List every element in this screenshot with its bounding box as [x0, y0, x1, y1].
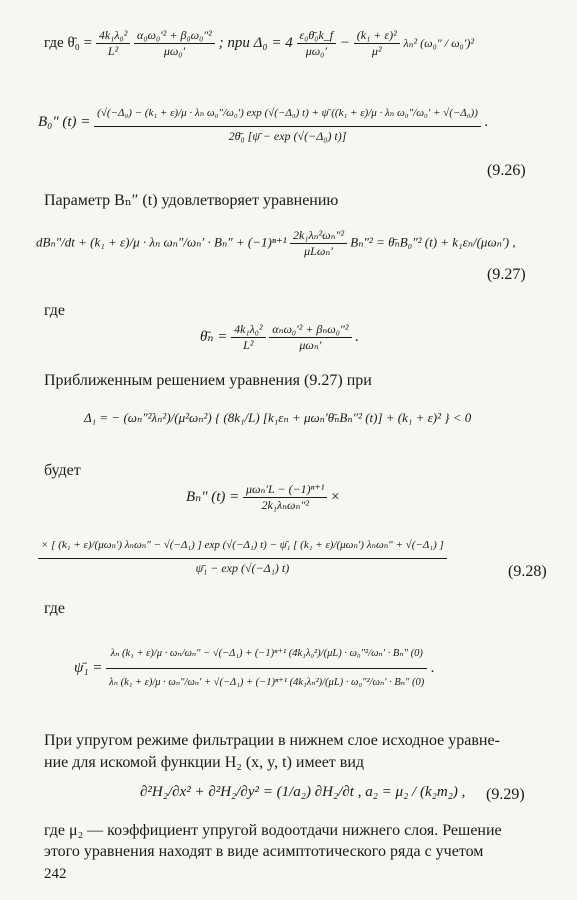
b0-fraction: [94, 100, 481, 145]
theta0-delta0-definition: где θ̄₀ = $\frac{\text{4k₁λ₀²}}{\text{L²}}$ $\frac{\text{α₀ω₀′² + β₀ω₀″²}}{\text{μω₀′}}$ ; при Δ₀ = 4 $\frac{\text{ε₀θ̄₀k\_f}}{\text{μω₀′}}$ − $\frac{\text{(k₁ + ε)²}}{\text{μ²}}$ λₙ² (ω₀″ / ω₀′)²: [44, 28, 474, 58]
eq928-fraction: [38, 532, 447, 577]
equation-9-27: [36, 228, 516, 259]
b0-denominator: 2θ̄₀ [ψ̄ − exp (√(−Δ₀) t)]: [228, 129, 347, 143]
psi1-numerator: λₙ (k₁ + ε)/μ · ωₙ/ωₙ″ − √(−Δ₁) + (−1)ⁿ⁺¹ (4k₁λ₀²)/(μL) · ω₀″²/ωₙ′ · Bₙ″ (0): [106, 640, 427, 669]
theta0-den: L²: [107, 44, 119, 58]
delta0-num: ε₀θ̄₀k_f: [297, 28, 337, 44]
equation-number-9-26: (9.26): [487, 162, 526, 179]
b0-lhs: B₀″ (t) =: [38, 113, 91, 130]
theta0-lhs: где θ̄₀ =: [44, 34, 93, 51]
thetan-num2: αₙω₀′² + βₙω₀″²: [269, 322, 351, 338]
delta0-fraction-1: [297, 28, 337, 59]
paragraph-line-3: где μ₂ — коэффициент упругой водоотдачи нижнего слоя. Решение: [44, 822, 502, 839]
psi1-lhs: ψ̄₁ =: [74, 659, 103, 676]
eq927-frac-den: μLωₙ′: [304, 244, 333, 258]
delta0-den2: μ²: [371, 44, 382, 58]
theta0-num2: α₀ω₀′² + β₀ω₀″²: [134, 28, 215, 44]
bn-numerator: μωₙ′L − (−1)ⁿ⁺¹: [243, 482, 327, 498]
paragraph-line-2: ние для искомой функции H₂ (x, y, t) имеет вид: [44, 754, 365, 771]
theta0-fraction-1: [96, 28, 130, 59]
paragraph-line-1: При упругом режиме фильтрации в нижнем слое исходное уравне-: [44, 732, 500, 749]
eq927-rhs: Bₙ″² = θ̄ₙB₀″² (t) + k₁εₙ/(μωₙ′) ,: [350, 234, 516, 250]
where-label-2: где: [44, 302, 66, 319]
thetan-fraction-1: [231, 322, 265, 353]
thetan-fraction-2: [269, 322, 351, 353]
theta0-den2: μω₀′: [163, 44, 186, 58]
eq927-frac-num: 2k₁λₙ²ωₙ″²: [290, 228, 347, 244]
bn-lhs: Bₙ″ (t) =: [186, 488, 240, 505]
delta0-den: μω₀′: [305, 44, 327, 58]
where-label-3: где: [44, 600, 66, 617]
theta0-fraction-2: [134, 28, 215, 59]
b0-equation: B₀″ (t) = (√(−Δ₀) − (k₁ + ε)/μ · λₙ ω₀″/ω₀′) exp (√(−Δ₀) t) + ψ̄ ((k₁ + ε)/μ · λₙ ω₀″/ω₀′ + √(−Δ₀)) 2θ̄₀ [ψ̄ − exp (√(−Δ₀) t)] .: [38, 100, 488, 145]
bn-times: ×: [331, 488, 340, 505]
thetan-num: 4k₁λ₀²: [231, 322, 265, 338]
equation-9-29: [140, 784, 465, 801]
eq927-lhs: dBₙ″/dt + (k₁ + ε)/μ · λₙ ωₙ″/ωₙ′ · Bₙ″ + (−1)ⁿ⁺¹: [36, 234, 287, 250]
eq927-fraction: [290, 228, 347, 259]
psi1-fraction: [106, 640, 427, 697]
equation-number-9-27: (9.27): [487, 266, 526, 283]
psi1-definition: ψ̄₁ = λₙ (k₁ + ε)/μ · ωₙ/ωₙ″ − √(−Δ₁) + (−1)ⁿ⁺¹ (4k₁λ₀²)/(μL) · ω₀″²/ωₙ′ · Bₙ″ (0) λₙ (k₁ + ε)/μ · ωₙ″/ωₙ′ + √(−Δ₁) + (−1)ⁿ⁺¹ (4k₁λₙ²)/(μL) · ω₀″²/ωₙ′ · Bₙ″ (0) .: [74, 640, 435, 697]
thetan-lhs: θ̄ₙ =: [200, 328, 228, 345]
thetan-den2: μωₙ′: [299, 338, 322, 352]
equation-9-28: [38, 532, 447, 577]
delta1-expression: Δ₁ = − (ωₙ″²λₙ²)/(μ²ωₙ²) { (8k₁/L) [k₁εₙ + μωₙ′θ̄ₙBₙ″² (t)] + (k₁ + ε)² } < 0: [84, 410, 472, 425]
eq929-expression: ∂²H₂/∂x² + ∂²H₂/∂y² = (1/a₂) ∂H₂/∂t , a₂ = μ₂ / (k₂m₂) ,: [140, 784, 466, 800]
bn-denominator: 2k₁λₙωₙ″²: [261, 498, 309, 512]
equation-number-9-29: (9.29): [486, 786, 525, 803]
thetan-den: L²: [243, 338, 254, 352]
thetan-definition: θ̄ₙ = $\frac{\text{4k₁λ₀²}}{\text{L²}}$ $\frac{\text{αₙω₀′² + βₙω₀″²}}{\text{μωₙ′}}$ .: [200, 322, 360, 352]
b0-numerator: (√(−Δ₀) − (k₁ + ε)/μ · λₙ ω₀″/ω₀′) exp (√(−Δ₀) t) + ψ̄ ((k₁ + ε)/μ · λₙ ω₀″/ω₀′ + √(−Δ₀)): [94, 100, 481, 127]
approx-solution-sentence: Приближенным решением уравнения (9.27) при: [44, 372, 372, 389]
delta0-fraction-2: [354, 28, 400, 59]
page-number: 242: [44, 866, 67, 882]
delta0-tail: λₙ² (ω₀″ / ω₀′)²: [403, 35, 474, 50]
param-sentence: Параметр Bₙ″ (t) удовлетворяет уравнению: [44, 192, 339, 209]
delta0-lhs: ; при Δ₀ = 4: [218, 34, 293, 51]
psi1-denominator: λₙ (k₁ + ε)/μ · ωₙ″/ωₙ′ + √(−Δ₁) + (−1)ⁿ⁺¹ (4k₁λₙ²)/(μL) · ω₀″²/ωₙ′ · Bₙ″ (0): [109, 677, 425, 688]
equation-number-9-28: (9.28): [508, 563, 547, 580]
theta0-num: 4k₁λ₀²: [96, 28, 130, 44]
delta0-num2: (k₁ + ε)²: [354, 28, 400, 44]
delta1-definition: [84, 410, 471, 426]
bn-equation: [186, 482, 340, 513]
paragraph-line-4: этого уравнения находят в виде асимптотического ряда с учетом: [44, 843, 484, 860]
bn-fraction: [243, 482, 327, 513]
will-be-label: будет: [44, 462, 81, 479]
eq928-numerator: × [ (k₁ + ε)/(μωₙ′) λₙωₙ″ − √(−Δ₁) ] exp (√(−Δ₁) t) − ψ̄₁ [ (k₁ + ε)/(μωₙ′) λₙωₙ″ + √(−Δ₁) ]: [38, 532, 447, 559]
eq928-denominator: ψ̄₁ − exp (√(−Δ₁) t): [195, 561, 290, 575]
